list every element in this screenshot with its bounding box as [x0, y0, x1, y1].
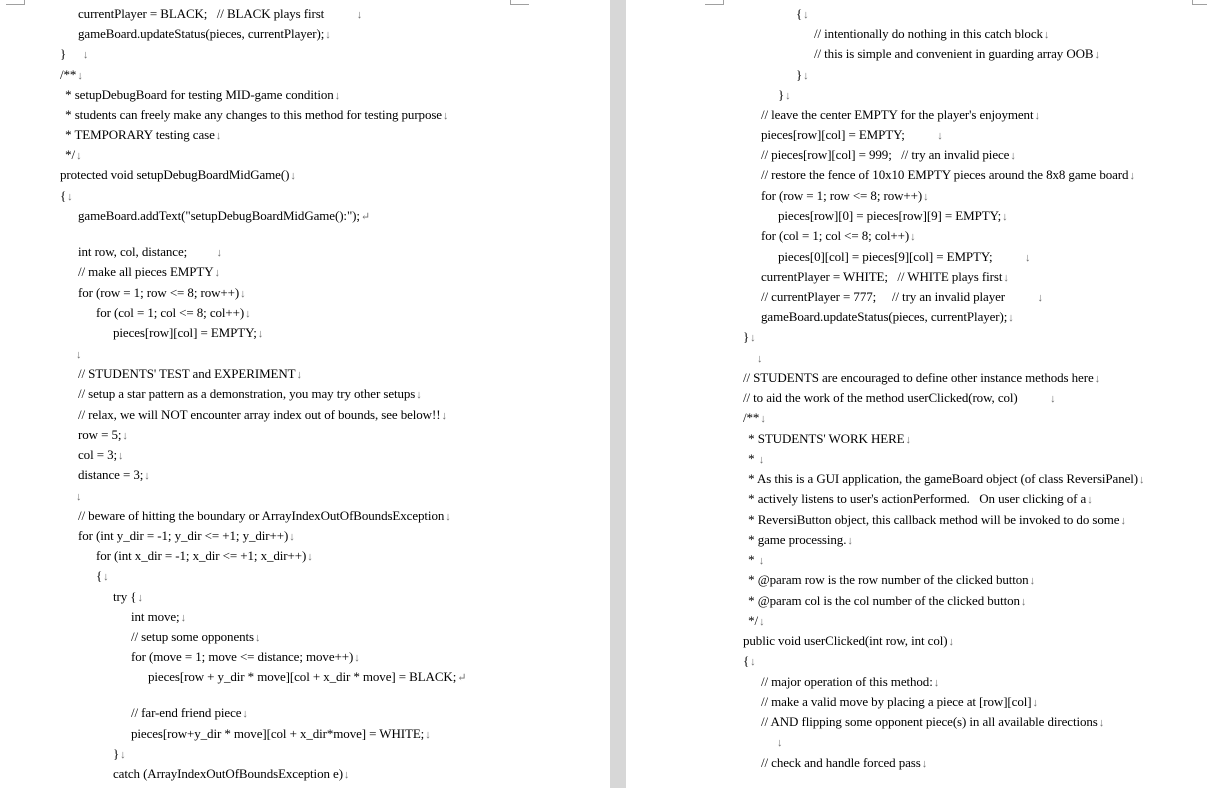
code-line [75, 487, 81, 504]
code-text: for (col = 1; col <= 8; col++) [761, 228, 910, 243]
page-corner-mark [1192, 0, 1207, 5]
paragraph-mark: ↓ [750, 332, 756, 344]
paragraph-mark: ↓ [76, 150, 82, 162]
paragraph-mark: ↓ [214, 267, 220, 279]
paragraph-mark: ↓ [758, 454, 765, 466]
paragraph-mark: ↓ [1120, 515, 1126, 527]
code-line [78, 365, 302, 382]
paragraph-mark: ↓ [758, 555, 765, 567]
code-text: for (row = 1; row <= 8; row++) [761, 188, 923, 203]
code-line [131, 648, 360, 665]
code-text: col = 3; [78, 447, 118, 462]
paragraph-mark: ↓ [289, 531, 295, 543]
code-text: } [778, 87, 785, 102]
paragraph-mark: ↓ [334, 90, 341, 102]
code-text: /** [60, 67, 77, 82]
paragraph-mark: ↓ [122, 430, 128, 442]
document-page-right [626, 0, 1207, 788]
paragraph-mark: ↓ [441, 410, 447, 422]
code-text: gameBoard.addText("setupDebugBoardMidGame():"); [78, 208, 360, 223]
paragraph-mark: ↓ [76, 349, 82, 361]
code-line [113, 324, 263, 341]
paragraph-mark: ↓ [77, 70, 83, 82]
code-text: // STUDENTS' TEST and EXPERIMENT [78, 366, 296, 381]
code-text: currentPlayer = WHITE; // WHITE plays first [761, 269, 1003, 284]
paragraph-mark: ↓ [356, 9, 363, 21]
code-line [761, 754, 927, 771]
code-line [761, 673, 939, 690]
code-line [131, 628, 260, 645]
paragraph-mark: ↓ [759, 616, 765, 628]
code-text: // pieces[row][col] = 999; // try an invalid piece [761, 147, 1010, 162]
paragraph-mark: ↓ [1034, 110, 1040, 122]
code-text: // leave the center EMPTY for the player's enjoyment [761, 107, 1034, 122]
paragraph-mark: ↓ [1008, 312, 1014, 324]
code-text: * [745, 451, 758, 466]
code-line [761, 146, 1016, 163]
code-text: row = 5; [78, 427, 122, 442]
code-text: */ [745, 613, 759, 628]
code-line [796, 66, 809, 83]
paragraph-mark: ↓ [923, 191, 929, 203]
code-line [60, 45, 88, 62]
code-line [78, 5, 362, 22]
code-text: // setup a star pattern as a demonstration, you may try other setups [78, 386, 416, 401]
code-line [131, 608, 186, 625]
code-line [60, 166, 296, 183]
code-line [745, 551, 764, 568]
code-line [745, 470, 1144, 487]
paragraph-mark: ↓ [760, 413, 766, 425]
code-text: } [60, 46, 82, 61]
code-line [113, 745, 126, 762]
code-text: // relax, we will NOT encounter array index out of bounds, see below!! [78, 407, 441, 422]
paragraph-mark: ↓ [803, 70, 809, 82]
paragraph-mark: ↓ [1037, 292, 1043, 304]
code-line [75, 345, 81, 362]
code-text: for (col = 1; col <= 8; col++) [96, 305, 245, 320]
code-text: gameBoard.updateStatus(pieces, currentPlayer); [761, 309, 1008, 324]
code-text: catch (ArrayIndexOutOfBoundsException e) [113, 766, 343, 781]
code-text: pieces[row][0] = pieces[row][9] = EMPTY; [778, 208, 1002, 223]
paragraph-mark: ↵ [360, 211, 371, 223]
paragraph-mark: ↓ [1025, 252, 1031, 264]
code-text: * @param col is the col number of the clicked button [745, 593, 1020, 608]
paragraph-mark: ↓ [180, 612, 186, 624]
code-text: * STUDENTS' WORK HERE [745, 431, 905, 446]
code-line [745, 531, 853, 548]
code-text: { [743, 653, 750, 668]
code-line [78, 426, 128, 443]
code-text: */ [62, 147, 76, 162]
code-line [745, 511, 1126, 528]
paragraph-mark: ↓ [933, 677, 940, 689]
code-text: // to aid the work of the method userClicked(row, col) [743, 390, 1050, 405]
code-line [78, 527, 295, 544]
paragraph-mark: ↓ [1050, 393, 1056, 405]
paragraph-mark: ↓ [290, 170, 296, 182]
code-text: * TEMPORARY testing case [62, 127, 215, 142]
code-line [62, 126, 221, 143]
code-line [62, 106, 448, 123]
code-text: protected void setupDebugBoardMidGame() [60, 167, 290, 182]
code-text: { [796, 6, 803, 21]
paragraph-mark: ↓ [307, 551, 313, 563]
code-text: for (int y_dir = -1; y_dir <= +1; y_dir++) [78, 528, 289, 543]
code-line [60, 66, 83, 83]
paragraph-mark: ↓ [847, 535, 853, 547]
code-line [743, 652, 756, 669]
code-line [761, 693, 1038, 710]
code-text: * As this is a GUI application, the gameBoard object (of class ReversiPanel) [745, 471, 1139, 486]
paragraph-mark: ↓ [750, 656, 756, 668]
code-line [743, 389, 1056, 406]
paragraph-mark: ↓ [1098, 717, 1105, 729]
code-text: * students can freely make any changes to this method for testing purpose [62, 107, 442, 122]
code-text: pieces[row+y_dir * move][col + x_dir*move] = WHITE; [131, 726, 425, 741]
code-text: } [796, 67, 803, 82]
paragraph-mark: ↓ [442, 110, 449, 122]
paragraph-mark: ↓ [1002, 211, 1008, 223]
code-text: { [60, 188, 67, 203]
code-line [796, 5, 809, 22]
paragraph-mark: ↓ [343, 769, 350, 781]
paragraph-mark: ↓ [905, 434, 911, 446]
paragraph-mark: ↓ [82, 49, 89, 61]
code-text: } [743, 329, 750, 344]
page-gutter [610, 0, 626, 788]
code-line [745, 612, 764, 629]
code-line [78, 406, 447, 423]
code-text: /** [743, 410, 760, 425]
paragraph-mark: ↓ [445, 511, 451, 523]
page-corner-mark [6, 0, 25, 5]
code-line [743, 632, 954, 649]
paragraph-mark: ↓ [425, 729, 431, 741]
code-line [78, 25, 331, 42]
code-line [78, 507, 451, 524]
paragraph-mark: ↓ [1003, 272, 1009, 284]
paragraph-mark: ↓ [1010, 150, 1016, 162]
paragraph-mark: ↓ [803, 9, 809, 21]
code-text: // STUDENTS are encouraged to define other instance methods here [743, 370, 1094, 385]
code-line [96, 567, 109, 584]
paragraph-mark: ↓ [354, 652, 360, 664]
code-line [761, 166, 1135, 183]
paragraph-mark: ↓ [1139, 474, 1145, 486]
paragraph-mark: ↓ [1043, 29, 1050, 41]
code-line [743, 328, 756, 345]
paragraph-mark: ↓ [296, 369, 302, 381]
code-text: { [96, 568, 103, 583]
paragraph-mark: ↓ [257, 328, 264, 340]
code-text: // intentionally do nothing in this catch block [814, 26, 1043, 41]
paragraph-mark: ↓ [242, 708, 248, 720]
code-text: try { [113, 589, 137, 604]
paragraph-mark: ↓ [1087, 494, 1093, 506]
code-line [761, 308, 1014, 325]
code-text: * @param row is the row number of the clicked button [745, 572, 1029, 587]
code-text: // major operation of this method: [761, 674, 933, 689]
paragraph-mark: ↵ [457, 672, 467, 684]
paragraph-mark: ↓ [103, 571, 109, 583]
code-line [761, 268, 1009, 285]
code-text: // this is simple and convenient in guarding array OOB [814, 46, 1094, 61]
code-text: // currentPlayer = 777; // try an invalid player [761, 289, 1037, 304]
paragraph-mark: ↓ [240, 288, 246, 300]
code-line [96, 304, 251, 321]
code-line [761, 227, 916, 244]
code-line [814, 45, 1100, 62]
code-line [778, 248, 1030, 265]
code-line [756, 349, 762, 366]
code-line [761, 288, 1043, 305]
page-corner-mark [510, 0, 529, 5]
code-line [743, 409, 766, 426]
code-text: // far-end friend piece [131, 705, 242, 720]
code-line [78, 263, 220, 280]
code-line [78, 243, 222, 260]
paragraph-mark: ↓ [255, 632, 261, 644]
code-text: for (int x_dir = -1; x_dir <= +1; x_dir++) [96, 548, 307, 563]
code-text: currentPlayer = BLACK; // BLACK plays first [78, 6, 356, 21]
code-line [131, 725, 431, 742]
code-line [148, 668, 466, 685]
paragraph-mark: ↓ [325, 29, 331, 41]
paragraph-mark: ↓ [215, 130, 222, 142]
paragraph-mark: ↓ [216, 247, 222, 259]
code-line [62, 146, 81, 163]
paragraph-mark: ↓ [118, 450, 124, 462]
code-text: * setupDebugBoard for testing MID-game condition [62, 87, 334, 102]
paragraph-mark: ↓ [910, 231, 916, 243]
code-line [778, 207, 1008, 224]
code-line [78, 385, 422, 402]
code-line [761, 187, 929, 204]
paragraph-mark: ↓ [416, 389, 422, 401]
code-line [78, 284, 246, 301]
code-text: for (row = 1; row <= 8; row++) [78, 285, 240, 300]
code-text: // AND flipping some opponent piece(s) in all available directions [761, 714, 1098, 729]
paragraph-mark: ↓ [1094, 373, 1101, 385]
code-text: distance = 3; [78, 467, 144, 482]
code-line [131, 704, 248, 721]
paragraph-mark: ↓ [1094, 49, 1100, 61]
paragraph-mark: ↓ [1020, 596, 1027, 608]
code-text: pieces[row + y_dir * move][col + x_dir * move] = BLACK; [148, 669, 457, 684]
paragraph-mark: ↓ [144, 470, 150, 482]
code-line [745, 490, 1093, 507]
code-text: // make a valid move by placing a piece at [row][col] [761, 694, 1032, 709]
code-line [761, 106, 1040, 123]
code-text: pieces[row][col] = EMPTY; [113, 325, 257, 340]
code-line [745, 592, 1026, 609]
code-text: int row, col, distance; [78, 244, 216, 259]
code-text: int move; [131, 609, 180, 624]
code-text: // beware of hitting the boundary or ArrayIndexOutOfBoundsException [78, 508, 445, 523]
code-text: // restore the fence of 10x10 EMPTY pieces around the 8x8 game board [761, 167, 1129, 182]
code-text: * game processing. [745, 532, 847, 547]
paragraph-mark: ↓ [948, 636, 954, 648]
paragraph-mark: ↓ [1032, 697, 1038, 709]
code-text: pieces[row][col] = EMPTY; [761, 127, 937, 142]
code-line [745, 430, 911, 447]
code-line [78, 466, 150, 483]
code-line [814, 25, 1049, 42]
code-line [761, 126, 943, 143]
code-text: } [113, 746, 120, 761]
paragraph-mark: ↓ [67, 191, 73, 203]
paragraph-mark: ↓ [76, 491, 82, 503]
paragraph-mark: ↓ [137, 592, 143, 604]
code-line [761, 713, 1104, 730]
paragraph-mark: ↓ [777, 737, 783, 749]
code-text: // setup some opponents [131, 629, 254, 644]
code-line [776, 733, 782, 750]
page-corner-mark [705, 0, 724, 5]
code-line [743, 369, 1100, 386]
code-text: // make all pieces EMPTY [78, 264, 214, 279]
code-text: for (move = 1; move <= distance; move++) [131, 649, 354, 664]
code-line [62, 86, 340, 103]
code-text: public void userClicked(int row, int col) [743, 633, 948, 648]
paragraph-mark: ↓ [757, 353, 763, 365]
code-line [78, 446, 123, 463]
code-text: gameBoard.updateStatus(pieces, currentPlayer); [78, 26, 325, 41]
code-line [113, 765, 349, 782]
code-line [745, 571, 1035, 588]
code-line [96, 547, 313, 564]
paragraph-mark: ↓ [1129, 170, 1135, 182]
code-line [778, 86, 791, 103]
paragraph-mark: ↓ [1029, 575, 1035, 587]
paragraph-mark: ↓ [937, 130, 943, 142]
code-text: * actively listens to user's actionPerformed. On user clicking of a [745, 491, 1087, 506]
paragraph-mark: ↓ [921, 758, 928, 770]
code-line [60, 187, 73, 204]
code-text: * [745, 552, 758, 567]
code-line [745, 450, 764, 467]
code-line [113, 588, 143, 605]
paragraph-mark: ↓ [785, 90, 791, 102]
code-text: // check and handle forced pass [761, 755, 921, 770]
code-text: * ReversiButton object, this callback method will be invoked to do some [745, 512, 1120, 527]
paragraph-mark: ↓ [245, 308, 251, 320]
code-text: pieces[0][col] = pieces[9][col] = EMPTY; [778, 249, 1024, 264]
code-line [78, 207, 370, 224]
paragraph-mark: ↓ [120, 749, 126, 761]
